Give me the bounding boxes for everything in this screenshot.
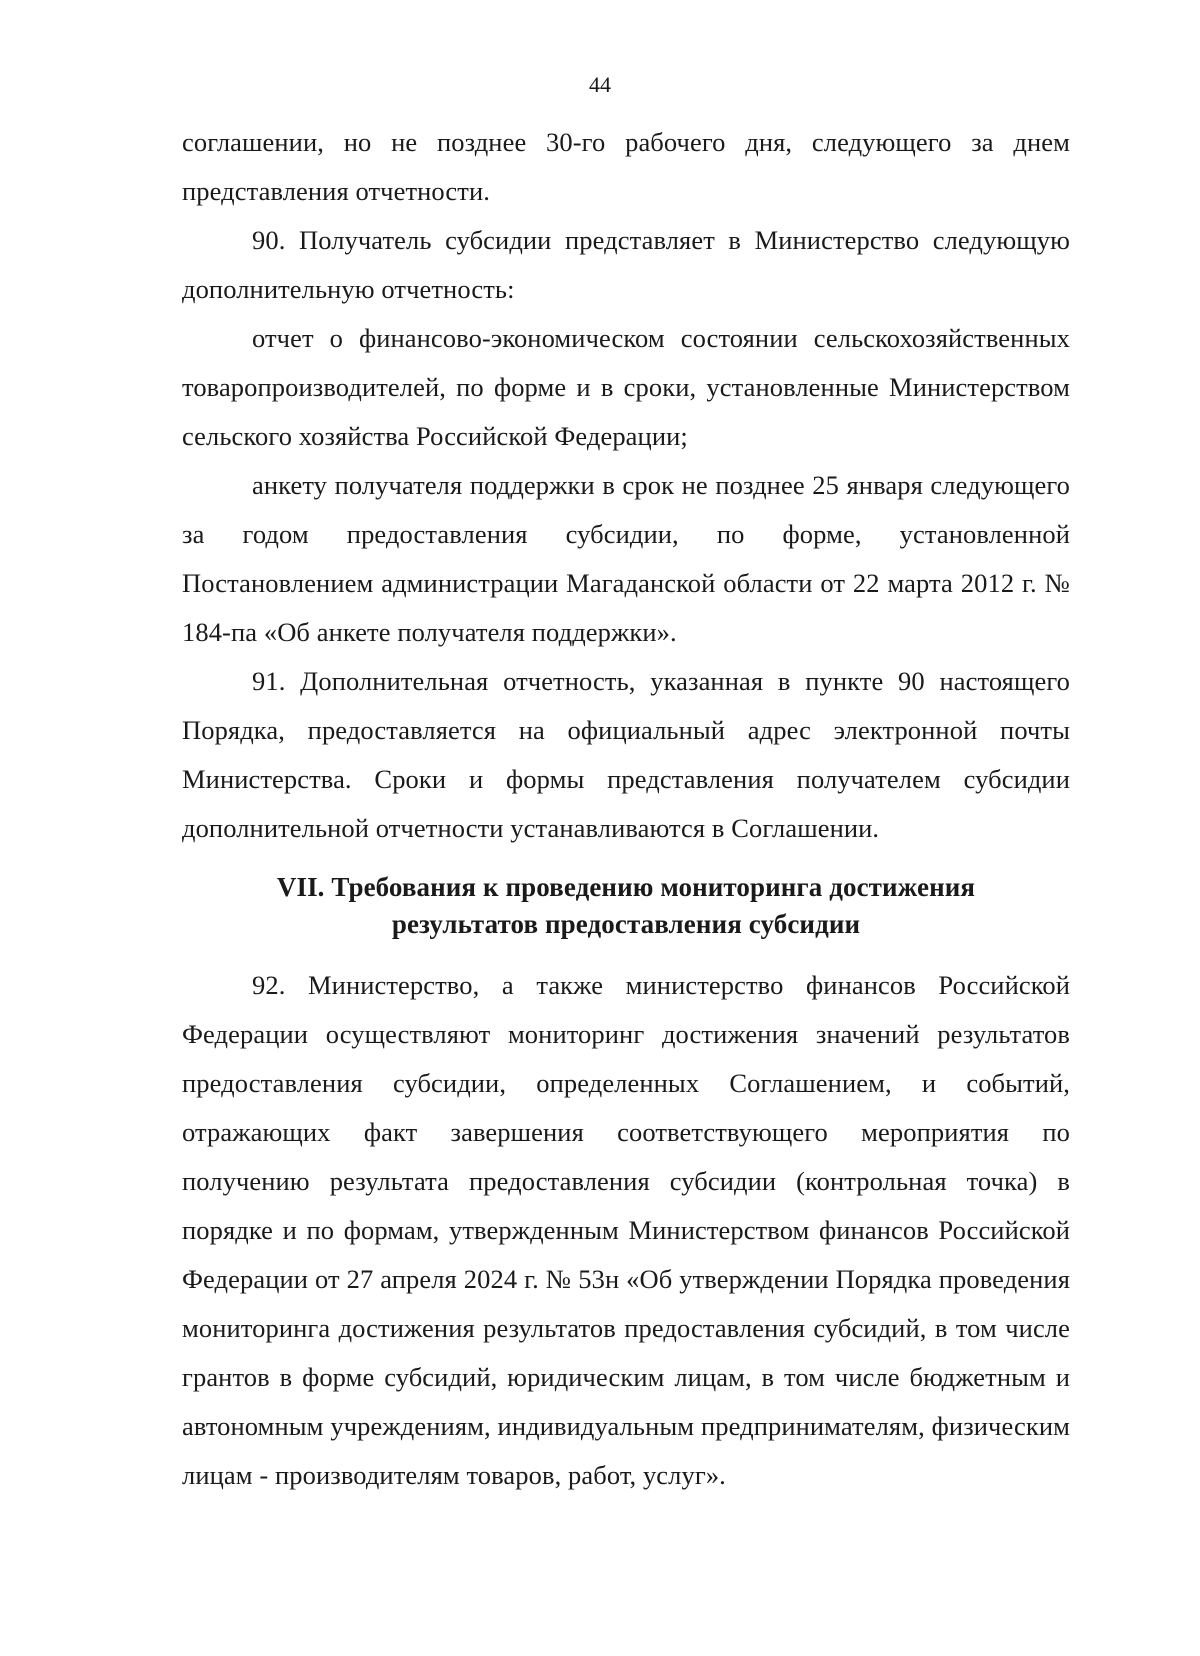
paragraph-90-item-report: отчет о финансово-экономическом состоянии сельскохозяйственных товаропроизводителей, по форме и в сроки, установленные Министерством сельского хозяйства Российской Федерации; [182, 323, 1070, 451]
page-number: 44 [589, 72, 611, 97]
paragraph-90-item-questionnaire: анкету получателя поддержки в срок не позднее 25 января следующего за годом предоставления субсидии, по форме, установленной Постановлением администрации Магаданской области от 22 марта 2012 г. № 184-па «Об анкете получателя поддержки». [182, 470, 1070, 647]
paragraph-92: 92. Министерство, а также министерство финансов Российской Федерации осуществляют мониторинг достижения значений результатов предоставления субсидии, определенных Соглашением, и событий, отражающих факт завершения соответствующего мероприятия по получению результата предоставления субсидии (контрольная точка) в порядке и по формам, утвержденным Министерством финансов Российской Федерации от 27 апреля 2024 г. № 53н «Об утверждении Порядка проведения мониторинга достижения результатов предоставления субсидий, в том числе грантов в форме субсидий, юридическим лицам, в том числе бюджетным и автономным учреждениям, индивидуальным предпринимателям, физическим лицам - производителям товаров, работ, услуг». [182, 970, 1070, 1490]
section-heading-line-2: результатов предоставления субсидии [391, 909, 861, 939]
paragraph-90: 90. Получатель субсидии представляет в Министерство следующую дополнительную отчетность: [182, 225, 1070, 304]
section-heading-line-1: VII. Требования к проведению мониторинга достижения [276, 872, 976, 902]
section-heading [182, 869, 1070, 943]
paragraph-continuation: соглашении, но не позднее 30-го рабочего дня, следующего за днем представления отчетности. [182, 127, 1070, 206]
paragraph-91: 91. Дополнительная отчетность, указанная в пункте 90 настоящего Порядка, предоставляется на официальный адрес электронной почты Министерства. Сроки и формы представления получателем субсидии дополнительной отчетности устанавливаются в Соглашении. [182, 666, 1070, 843]
document-body [182, 118, 1070, 1500]
